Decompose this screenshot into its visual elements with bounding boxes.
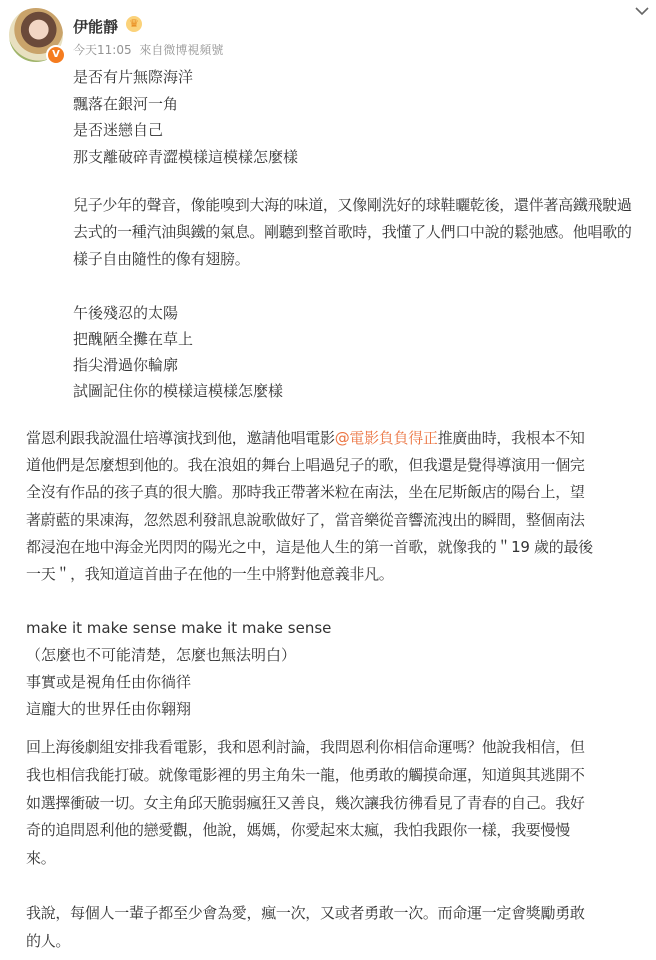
mention-link[interactable]: @電影負負得正 (334, 429, 438, 447)
text-line (26, 425, 593, 452)
post-meta (73, 41, 223, 58)
paragraph-3 (26, 734, 585, 873)
paragraph-2 (26, 425, 593, 588)
paragraph-4 (26, 899, 585, 955)
lyric-line: 是否迷戀自己 (73, 121, 164, 139)
lyric-line: 事實或是視角任由你徜徉 (26, 673, 192, 691)
post-time[interactable]: 今天11:05 (73, 43, 132, 57)
text-line: 都浸泡在地中海金光閃閃的陽光之中，這是他人生的第一首歌，就像我的＂19 歲的最後 (26, 537, 593, 556)
text-line: 道他們是怎麼想到他的。我在浪姐的舞台上唱過兒子的歌，但我還是覺得導演用一個完 (26, 456, 585, 475)
text-line: 我說，每個人一輩子都至少會為愛，瘋一次，又或者勇敢一次。而命運一定會獎勵勇敢 (26, 904, 585, 922)
text-line: 著蔚藍的果凍海，忽然恩利發訊息說歌做好了，當音樂從音響流洩出的瞬間，整個南法 (26, 510, 585, 529)
lyrics-block-3 (26, 615, 331, 723)
crown-icon: ♛ (126, 16, 142, 32)
text-segment: 當恩利跟我說溫仕培導演找到他，邀請他唱電影 (26, 429, 335, 447)
text-line: 樣子自由隨性的像有翅膀。 (73, 250, 250, 268)
text-segment: 推廣曲時，我根本不知 (437, 429, 585, 447)
post-source: 來自微博視頻號 (139, 43, 224, 57)
lyrics-block-1 (73, 64, 298, 170)
text-line: 兒子少年的聲音，像能嗅到大海的味道，又像剛洗好的球鞋曬乾後，還伴著高鐵飛駛過 (73, 196, 632, 214)
lyric-line: 這龐大的世界任由你翱翔 (26, 700, 192, 718)
chevron-down-icon[interactable] (632, 2, 652, 20)
lyric-line: make it make sense make it make sense (26, 619, 332, 637)
lyric-line: 試圖記住你的模樣這模樣怎麼樣 (73, 382, 284, 400)
text-line: 全沒有作品的孩子真的很大膽。那時我正帶著米粒在南法，坐在尼斯飯店的陽台上，望 (26, 483, 585, 502)
author-name[interactable]: 伊能靜 (73, 18, 119, 36)
text-line: 我也相信我能打破。就像電影裡的男主角朱一龍，他勇敢的觸摸命運，知道與其逃開不 (26, 765, 585, 784)
text-line: 來。 (26, 849, 56, 868)
text-line: 如選擇衝破一切。女主角邱天脆弱瘋狂又善良，幾次讓我彷彿看見了青春的自己。我好 (26, 793, 585, 812)
lyric-line: 是否有片無際海洋 (73, 68, 194, 86)
lyric-line: 把醜陋全攤在草上 (73, 330, 194, 348)
lyric-line: 指尖滑過你輪廓 (73, 356, 179, 374)
lyrics-block-2 (73, 300, 283, 404)
text-line: 一天＂，我知道這首曲子在他的一生中將對他意義非凡。 (26, 565, 394, 584)
lyric-line: 飄落在銀河一角 (73, 94, 179, 113)
lyric-line: （怎麼也不可能清楚，怎麼也無法明白） (26, 646, 297, 664)
text-line: 的人。 (26, 932, 71, 950)
text-line: 奇的追問恩利他的戀愛觀，他說，媽媽，你愛起來太瘋，我怕我跟你一樣，我要慢慢 (26, 821, 570, 840)
verified-badge-icon: V (46, 45, 66, 65)
paragraph-1 (73, 192, 632, 273)
text-line: 去式的一種汽油與鐵的氣息。剛聽到整首歌時，我懂了人們口中說的鬆弛感。他唱歌的 (73, 223, 632, 241)
lyric-line: 午後殘忍的太陽 (73, 304, 179, 322)
lyric-line: 那支離破碎青澀模樣這模樣怎麼樣 (73, 147, 299, 166)
text-line: 回上海後劇組安排我看電影，我和恩利討論，我問恩利你相信命運嗎？他說我相信，但 (26, 738, 585, 756)
